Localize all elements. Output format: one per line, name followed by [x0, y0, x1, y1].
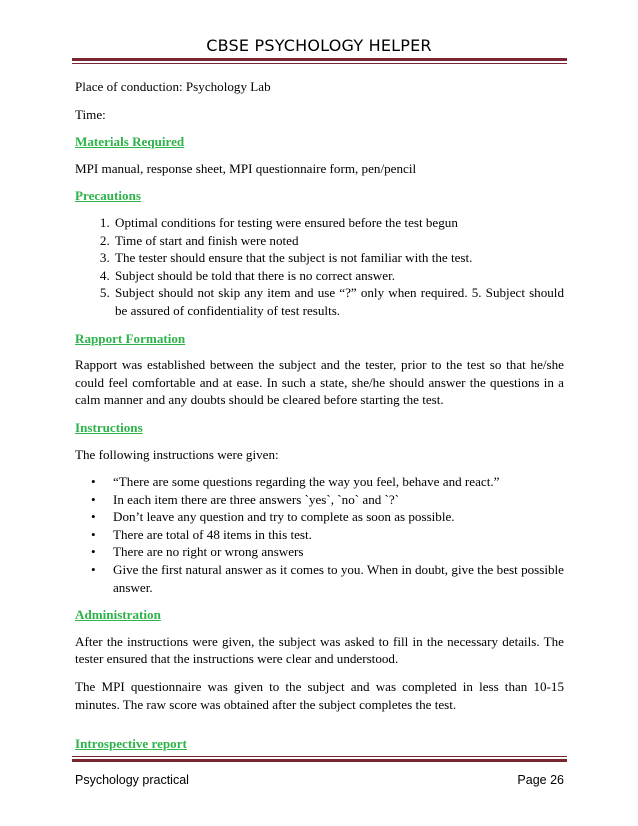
instructions-list	[75, 473, 564, 596]
instruction-text: There are total of 48 items in this test.	[113, 526, 312, 542]
bullet-icon: •	[91, 544, 96, 560]
bullet-icon: •	[91, 491, 96, 507]
instruction-item	[91, 473, 564, 491]
precaution-item: 2. Time of start and finish were noted	[113, 232, 564, 250]
precaution-item: 5. Subject should not skip any item and use “?” only when required. 5. Subject should be assured of confidentiality of test results.	[113, 284, 564, 319]
instruction-item	[91, 491, 564, 509]
precautions-heading: Precautions	[75, 188, 141, 204]
administration-heading: Administration	[75, 607, 161, 623]
administration-paragraph: After the instructions were given, the subject was asked to fill in the necessary details. The tester ensured that the instructions were clear and understood.	[75, 633, 564, 667]
footer-rule-thick	[72, 759, 567, 762]
materials-heading: Materials Required	[75, 134, 185, 150]
page-body	[75, 78, 564, 723]
instruction-text: There are no right or wrong answers	[113, 544, 304, 560]
footer-left-text: Psychology practical	[75, 773, 189, 787]
instruction-item	[91, 543, 564, 561]
precautions-list	[75, 214, 564, 320]
instruction-text: Give the first natural answer as it comes to you. When in doubt, give the best possible answer.	[113, 562, 564, 595]
header-rule-thick	[72, 58, 567, 61]
bullet-icon: •	[91, 562, 96, 578]
rapport-heading: Rapport Formation	[75, 330, 186, 346]
precaution-item: 1. Optimal conditions for testing were ensured before the test begun	[113, 214, 564, 232]
footer-rule-thin	[72, 756, 567, 757]
bullet-icon: •	[91, 474, 96, 490]
place-line: Place of conduction: Psychology Lab	[75, 79, 271, 94]
instructions-intro: The following instructions were given:	[75, 446, 279, 462]
header-title: CBSE PSYCHOLOGY HELPER	[206, 36, 432, 55]
precaution-item: 3. The tester should ensure that the subject is not familiar with the test.	[113, 249, 564, 267]
instruction-text: Don’t leave any question and try to complete as soon as possible.	[113, 509, 455, 525]
instruction-item	[91, 508, 564, 526]
instruction-text: In each item there are three answers `yes`, `no` and `?`	[113, 491, 400, 507]
bullet-icon: •	[91, 509, 96, 525]
instructions-heading: Instructions	[75, 419, 143, 435]
administration-paragraph: The MPI questionnaire was given to the subject and was completed in less than 10-15 minutes. The raw score was obtained after the subject completes the test.	[75, 679, 564, 712]
materials-text: MPI manual, response sheet, MPI questionnaire form, pen/pencil	[75, 160, 417, 176]
page-number: Page 26	[517, 773, 564, 787]
instruction-text: “There are some questions regarding the way you feel, behave and react.”	[113, 474, 500, 490]
precaution-item: 4. Subject should be told that there is no correct answer.	[113, 267, 564, 285]
instruction-item	[91, 561, 564, 596]
instruction-item	[91, 526, 564, 544]
bullet-icon: •	[91, 526, 96, 542]
introspective-heading: Introspective report	[75, 736, 187, 751]
rapport-text: Rapport was established between the subject and the tester, prior to the test so that he/she could feel comfortable and at ease. In such a state, she/he should answer the questions in a calm manner and any doubts should be cleared before starting the test.	[75, 357, 564, 408]
time-line: Time:	[75, 106, 106, 122]
header-rule-thin	[72, 63, 567, 64]
